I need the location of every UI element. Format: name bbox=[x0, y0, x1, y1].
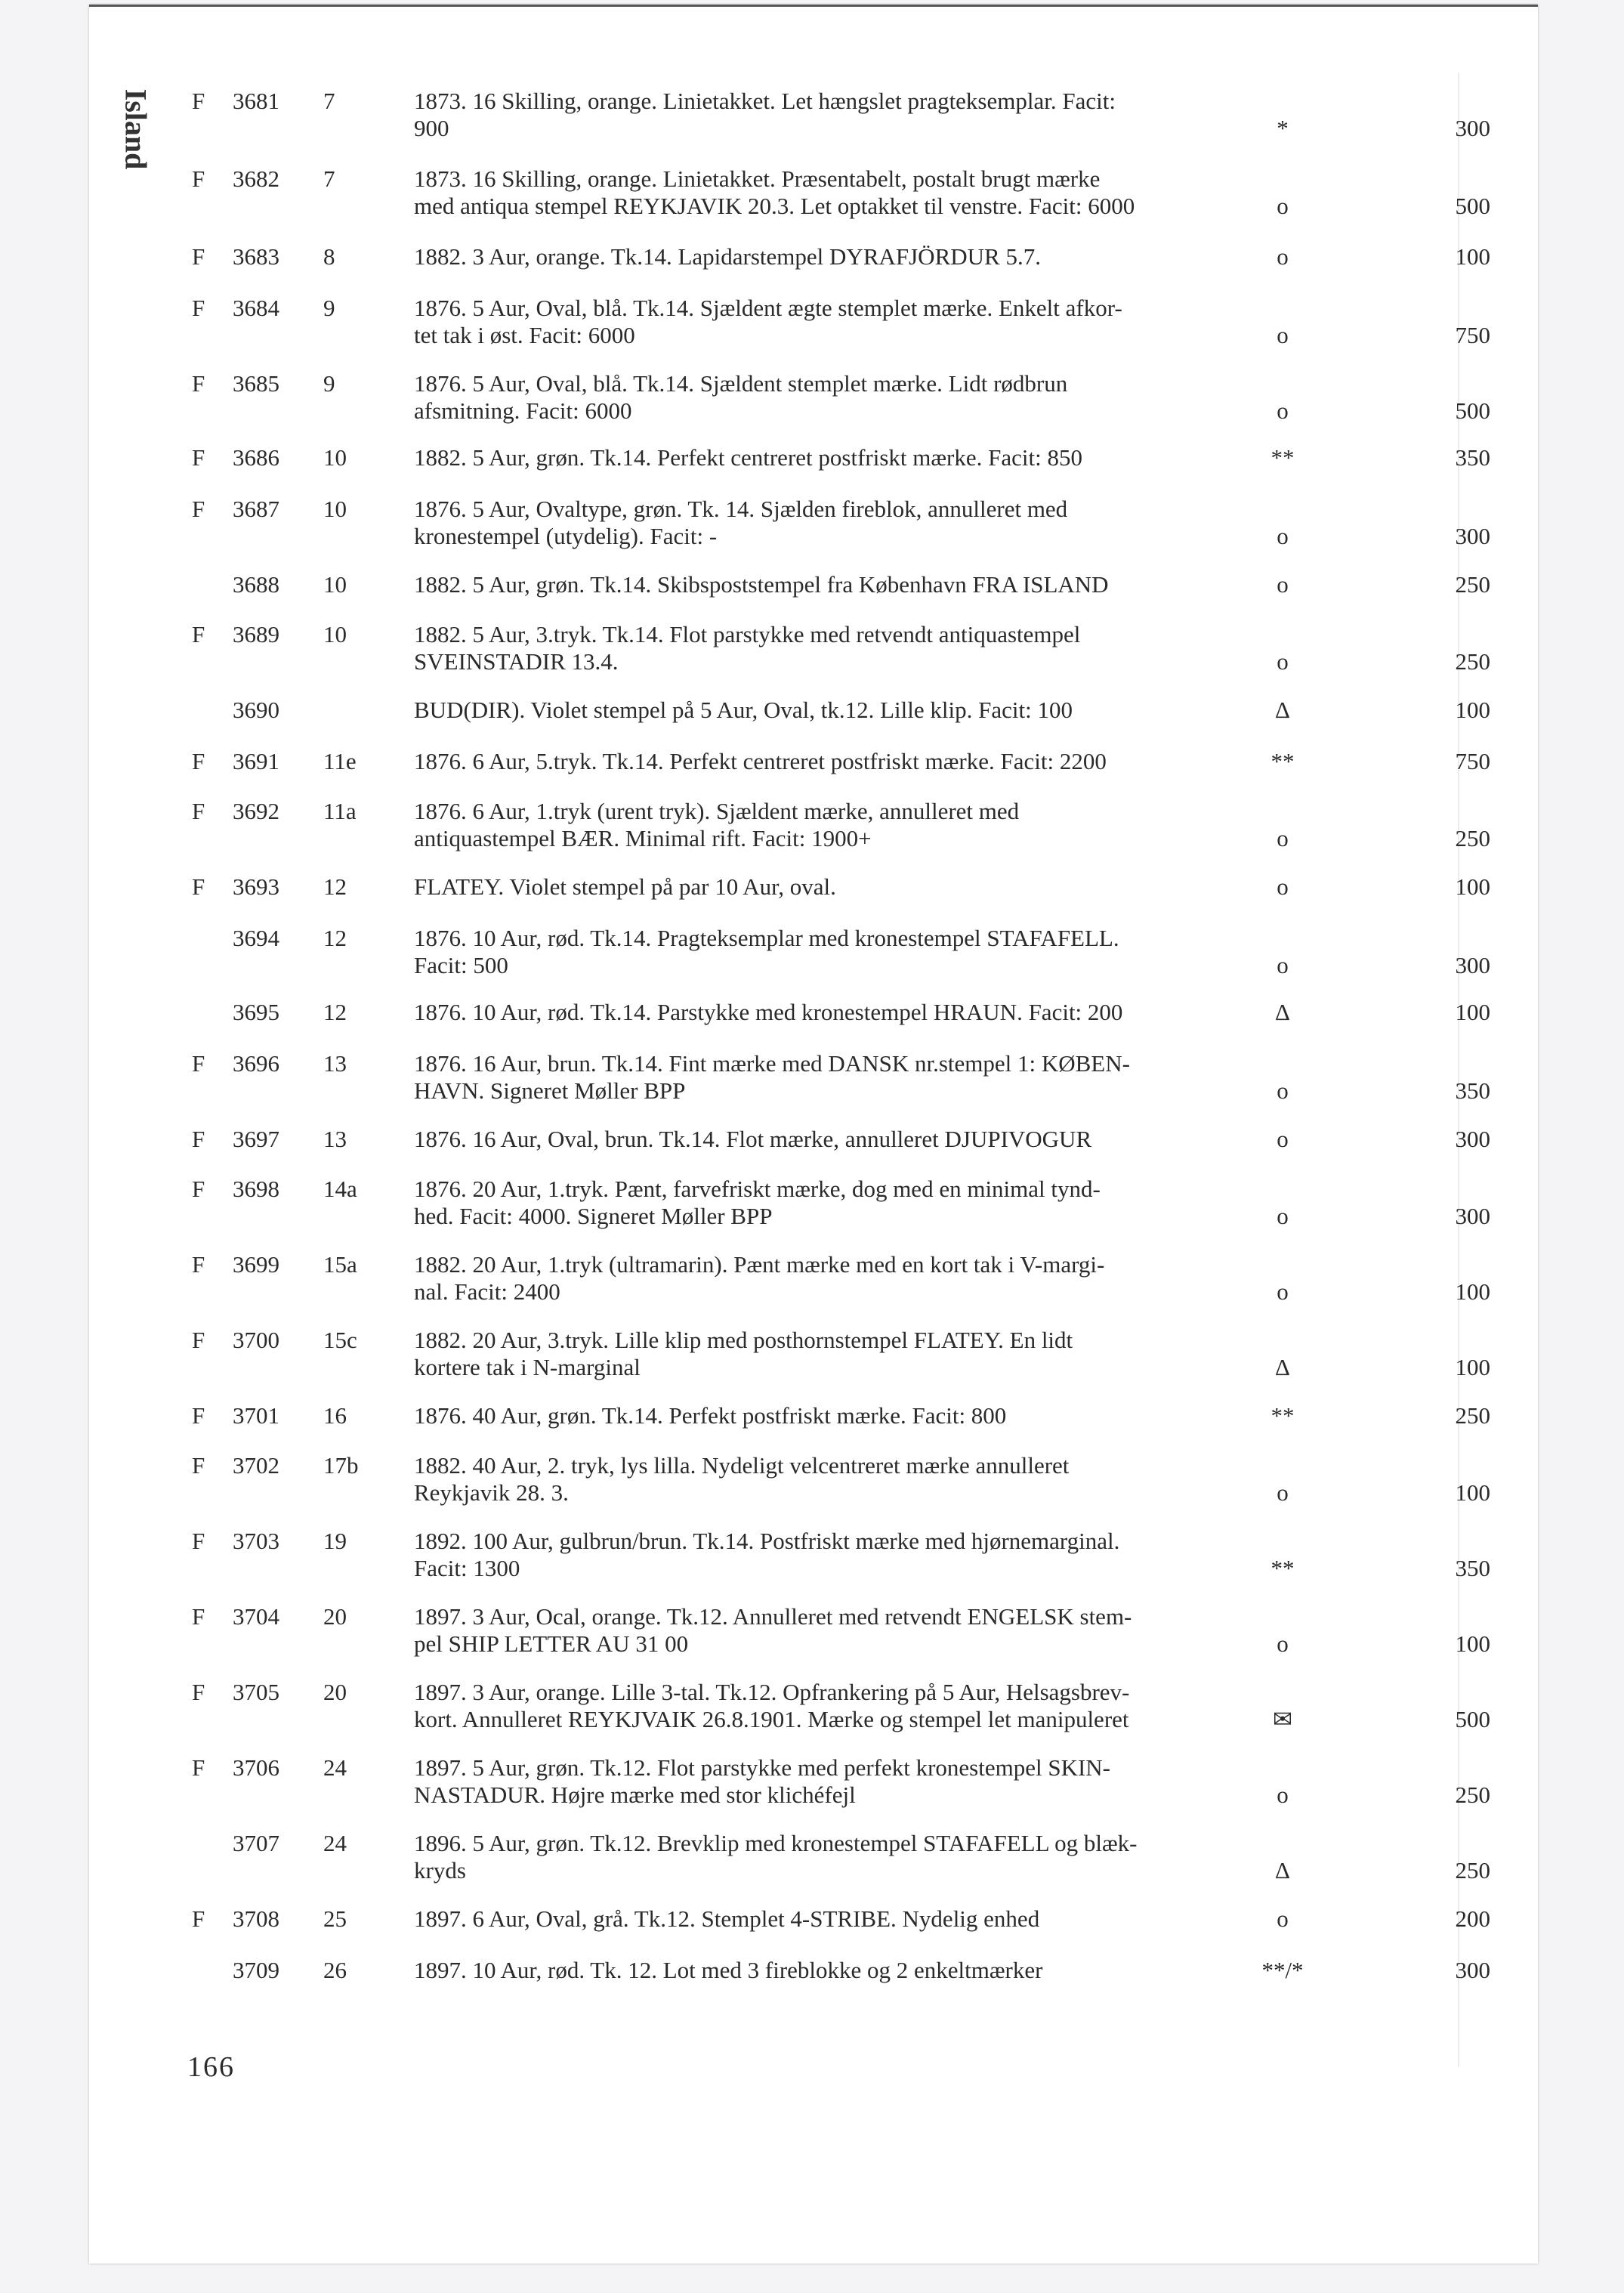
catalog-number: 19 bbox=[323, 1528, 347, 1554]
lot-price: 250 bbox=[1455, 571, 1490, 598]
description-line: 1873. 16 Skilling, orange. Linietakket. Præsentabelt, postalt brugt mærke bbox=[414, 165, 1101, 192]
lot-number: 3708 bbox=[233, 1905, 279, 1932]
lot-number: 3686 bbox=[233, 444, 279, 471]
condition-symbol: o bbox=[1277, 1905, 1289, 1932]
description-line: nal. Facit: 2400 bbox=[414, 1278, 560, 1305]
condition-symbol: ** bbox=[1270, 1555, 1295, 1581]
condition-symbol: ** bbox=[1270, 748, 1295, 774]
lot-description bbox=[414, 1327, 1358, 1381]
description-line: 1897. 10 Aur, rød. Tk. 12. Lot med 3 fireblokke og 2 enkeltmærker bbox=[414, 1957, 1043, 1983]
condition-symbol: **/* bbox=[1261, 1957, 1304, 1983]
condition-symbol: o bbox=[1277, 825, 1289, 851]
description-line: 1897. 3 Aur, orange. Lille 3-tal. Tk.12. Opfrankering på 5 Aur, Helsagsbrev- bbox=[414, 1679, 1130, 1705]
lot-number: 3696 bbox=[233, 1050, 279, 1077]
catalog-number: 10 bbox=[323, 444, 347, 471]
lot-flag: F bbox=[192, 496, 205, 522]
lot-number: 3707 bbox=[233, 1830, 279, 1856]
lot-number: 3693 bbox=[233, 873, 279, 900]
lot-number: 3709 bbox=[233, 1957, 279, 1983]
price-column-rule bbox=[1458, 73, 1459, 2067]
description-line: 1876. 6 Aur, 5.tryk. Tk.14. Perfekt centreret postfriskt mærke. Facit: 2200 bbox=[414, 748, 1107, 774]
lot-number: 3705 bbox=[233, 1679, 279, 1705]
lot-flag: F bbox=[192, 873, 205, 900]
lot-description bbox=[414, 1251, 1358, 1306]
description-line: 1876. 10 Aur, rød. Tk.14. Parstykke med kronestempel HRAUN. Facit: 200 bbox=[414, 999, 1123, 1025]
catalog-number: 15c bbox=[323, 1327, 357, 1353]
condition-symbol: o bbox=[1277, 193, 1289, 219]
lot-price: 300 bbox=[1455, 115, 1490, 141]
description-line: 1882. 20 Aur, 3.tryk. Lille klip med posthornstempel FLATEY. En lidt bbox=[414, 1327, 1073, 1353]
lot-flag: F bbox=[192, 1050, 205, 1077]
condition-symbol: Δ bbox=[1275, 697, 1290, 723]
lot-number: 3699 bbox=[233, 1251, 279, 1278]
lot-flag: F bbox=[192, 1402, 205, 1429]
condition-symbol: Δ bbox=[1275, 1857, 1290, 1884]
condition-symbol: Δ bbox=[1275, 999, 1290, 1025]
lot-description bbox=[414, 748, 1358, 775]
lot-description bbox=[414, 999, 1358, 1026]
description-line: 1897. 3 Aur, Ocal, orange. Tk.12. Annulleret med retvendt ENGELSK stem- bbox=[414, 1603, 1132, 1630]
condition-symbol: o bbox=[1277, 1479, 1289, 1506]
lot-price: 100 bbox=[1455, 243, 1490, 270]
lot-description bbox=[414, 1957, 1358, 1984]
description-line: med antiqua stempel REYKJAVIK 20.3. Let optakket til venstre. Facit: 6000 bbox=[414, 193, 1135, 219]
lot-flag: F bbox=[192, 621, 205, 647]
catalog-number: 14a bbox=[323, 1176, 357, 1202]
description-line: 1876. 5 Aur, Oval, blå. Tk.14. Sjældent ægte stemplet mærke. Enkelt afkor- bbox=[414, 295, 1122, 321]
lot-flag: F bbox=[192, 1126, 205, 1152]
description-line: kort. Annulleret REYKJVAIK 26.8.1901. Mærke og stempel let manipuleret bbox=[414, 1706, 1129, 1732]
lot-flag: F bbox=[192, 1452, 205, 1479]
lot-price: 500 bbox=[1455, 193, 1490, 219]
lot-description bbox=[414, 1603, 1358, 1658]
condition-symbol: o bbox=[1277, 648, 1289, 675]
lot-price: 350 bbox=[1455, 1555, 1490, 1581]
condition-symbol: ✉ bbox=[1273, 1706, 1292, 1732]
lot-price: 350 bbox=[1455, 444, 1490, 471]
condition-symbol: o bbox=[1277, 243, 1289, 270]
lot-price: 500 bbox=[1455, 397, 1490, 424]
condition-symbol: o bbox=[1277, 571, 1289, 598]
description-line: 1876. 20 Aur, 1.tryk. Pænt, farvefriskt mærke, dog med en minimal tynd- bbox=[414, 1176, 1101, 1202]
lot-number: 3692 bbox=[233, 798, 279, 824]
description-line: 1882. 20 Aur, 1.tryk (ultramarin). Pænt mærke med en kort tak i V-margi- bbox=[414, 1251, 1105, 1278]
lot-flag: F bbox=[192, 1679, 205, 1705]
lot-price: 300 bbox=[1455, 1957, 1490, 1983]
catalog-number: 25 bbox=[323, 1905, 347, 1932]
condition-symbol: ** bbox=[1270, 444, 1295, 471]
lot-description bbox=[414, 1528, 1358, 1582]
lot-number: 3688 bbox=[233, 571, 279, 598]
description-line: 1876. 5 Aur, Ovaltype, grøn. Tk. 14. Sjælden fireblok, annulleret med bbox=[414, 496, 1068, 522]
lot-flag: F bbox=[192, 1251, 205, 1278]
catalog-number: 10 bbox=[323, 571, 347, 598]
lot-number: 3691 bbox=[233, 748, 279, 774]
section-title-vertical bbox=[121, 80, 151, 178]
lot-flag: F bbox=[192, 1603, 205, 1630]
description-line: pel SHIP LETTER AU 31 00 bbox=[414, 1630, 689, 1657]
catalog-number: 9 bbox=[323, 295, 335, 321]
lot-price: 100 bbox=[1455, 1354, 1490, 1380]
lot-description bbox=[414, 88, 1358, 142]
lot-description bbox=[414, 165, 1358, 220]
lot-flag: F bbox=[192, 88, 205, 114]
lot-description bbox=[414, 571, 1358, 598]
lot-flag: F bbox=[192, 748, 205, 774]
lot-flag: F bbox=[192, 1528, 205, 1554]
condition-symbol: o bbox=[1277, 1630, 1289, 1657]
lot-description bbox=[414, 621, 1358, 675]
catalog-number: 15a bbox=[323, 1251, 357, 1278]
condition-symbol: Δ bbox=[1275, 1354, 1290, 1380]
top-rule bbox=[89, 5, 1538, 7]
lot-number: 3706 bbox=[233, 1754, 279, 1781]
description-line: tet tak i øst. Facit: 6000 bbox=[414, 322, 635, 348]
catalog-number: 16 bbox=[323, 1402, 347, 1429]
lot-price: 100 bbox=[1455, 697, 1490, 723]
lot-description bbox=[414, 1754, 1358, 1809]
condition-symbol: o bbox=[1277, 397, 1289, 424]
lot-number: 3704 bbox=[233, 1603, 279, 1630]
page-number: 166 bbox=[187, 2051, 235, 2083]
lot-price: 750 bbox=[1455, 322, 1490, 348]
catalog-number: 12 bbox=[323, 999, 347, 1025]
lot-price: 250 bbox=[1455, 1402, 1490, 1429]
description-line: 1897. 5 Aur, grøn. Tk.12. Flot parstykke med perfekt kronestempel SKIN- bbox=[414, 1754, 1111, 1781]
description-line: 900 bbox=[414, 115, 449, 141]
catalog-number: 12 bbox=[323, 873, 347, 900]
lot-description bbox=[414, 1452, 1358, 1507]
lot-flag: F bbox=[192, 370, 205, 397]
description-line: Facit: 500 bbox=[414, 952, 508, 978]
description-line: 1882. 40 Aur, 2. tryk, lys lilla. Nydeligt velcentreret mærke annulleret bbox=[414, 1452, 1070, 1479]
lot-price: 100 bbox=[1455, 1479, 1490, 1506]
lot-price: 250 bbox=[1455, 1782, 1490, 1808]
lot-number: 3685 bbox=[233, 370, 279, 397]
lot-number: 3700 bbox=[233, 1327, 279, 1353]
lot-description bbox=[414, 1050, 1358, 1105]
description-line: HAVN. Signeret Møller BPP bbox=[414, 1077, 686, 1104]
catalog-number: 13 bbox=[323, 1126, 347, 1152]
catalog-number: 13 bbox=[323, 1050, 347, 1077]
description-line: 1882. 5 Aur, grøn. Tk.14. Perfekt centreret postfriskt mærke. Facit: 850 bbox=[414, 444, 1082, 471]
lot-description bbox=[414, 370, 1358, 425]
lot-description bbox=[414, 1176, 1358, 1230]
lot-description bbox=[414, 873, 1358, 901]
description-line: 1876. 16 Aur, Oval, brun. Tk.14. Flot mærke, annulleret DJUPIVOGUR bbox=[414, 1126, 1092, 1152]
lot-price: 200 bbox=[1455, 1905, 1490, 1932]
lot-price: 750 bbox=[1455, 748, 1490, 774]
lot-description bbox=[414, 925, 1358, 979]
condition-symbol: ** bbox=[1270, 1402, 1295, 1429]
lot-description bbox=[414, 1830, 1358, 1884]
lot-number: 3698 bbox=[233, 1176, 279, 1202]
description-line: 1876. 6 Aur, 1.tryk (urent tryk). Sjældent mærke, annulleret med bbox=[414, 798, 1020, 824]
condition-symbol: o bbox=[1277, 1278, 1289, 1305]
lot-number: 3689 bbox=[233, 621, 279, 647]
lot-description bbox=[414, 697, 1358, 724]
lot-price: 300 bbox=[1455, 1126, 1490, 1152]
catalog-number: 10 bbox=[323, 496, 347, 522]
lot-price: 100 bbox=[1455, 999, 1490, 1025]
catalog-number: 24 bbox=[323, 1830, 347, 1856]
lot-price: 300 bbox=[1455, 1203, 1490, 1229]
catalog-number: 26 bbox=[323, 1957, 347, 1983]
lot-flag: F bbox=[192, 1905, 205, 1932]
lot-price: 500 bbox=[1455, 1706, 1490, 1732]
description-line: NASTADUR. Højre mærke med stor klichéfejl bbox=[414, 1782, 856, 1808]
lot-flag: F bbox=[192, 295, 205, 321]
catalog-number: 17b bbox=[323, 1452, 359, 1479]
catalog-number: 9 bbox=[323, 370, 335, 397]
description-line: Facit: 1300 bbox=[414, 1555, 520, 1581]
lot-description bbox=[414, 1679, 1358, 1733]
condition-symbol: * bbox=[1277, 115, 1289, 141]
description-line: antiquastempel BÆR. Minimal rift. Facit: 1900+ bbox=[414, 825, 872, 851]
lot-number: 3687 bbox=[233, 496, 279, 522]
condition-symbol: o bbox=[1277, 322, 1289, 348]
lot-price: 250 bbox=[1455, 1857, 1490, 1884]
lot-number: 3690 bbox=[233, 697, 279, 723]
lot-description bbox=[414, 1126, 1358, 1153]
lot-description bbox=[414, 1905, 1358, 1933]
description-line: 1882. 3 Aur, orange. Tk.14. Lapidarstempel DYRAFJÖRDUR 5.7. bbox=[414, 243, 1041, 270]
catalog-page bbox=[89, 5, 1538, 2264]
description-line: kronestempel (utydelig). Facit: - bbox=[414, 523, 718, 549]
lot-price: 250 bbox=[1455, 648, 1490, 675]
lot-description bbox=[414, 496, 1358, 550]
lot-description bbox=[414, 798, 1358, 852]
lot-flag: F bbox=[192, 1327, 205, 1353]
condition-symbol: o bbox=[1277, 952, 1289, 978]
section-title: Island bbox=[119, 88, 153, 170]
condition-symbol: o bbox=[1277, 873, 1289, 900]
description-line: 1892. 100 Aur, gulbrun/brun. Tk.14. Postfriskt mærke med hjørnemarginal. bbox=[414, 1528, 1120, 1554]
lot-description bbox=[414, 243, 1358, 270]
catalog-number: 20 bbox=[323, 1679, 347, 1705]
lot-number: 3694 bbox=[233, 925, 279, 951]
catalog-number: 10 bbox=[323, 621, 347, 647]
lot-number: 3701 bbox=[233, 1402, 279, 1429]
lot-number: 3683 bbox=[233, 243, 279, 270]
catalog-number: 7 bbox=[323, 88, 335, 114]
description-line: 1882. 5 Aur, grøn. Tk.14. Skibspoststempel fra København FRA ISLAND bbox=[414, 571, 1109, 598]
lot-price: 350 bbox=[1455, 1077, 1490, 1104]
description-line: hed. Facit: 4000. Signeret Møller BPP bbox=[414, 1203, 773, 1229]
catalog-number: 11e bbox=[323, 748, 357, 774]
lot-flag: F bbox=[192, 1176, 205, 1202]
condition-symbol: o bbox=[1277, 1126, 1289, 1152]
description-line: 1876. 10 Aur, rød. Tk.14. Pragteksemplar med kronestempel STAFAFELL. bbox=[414, 925, 1119, 951]
description-line: BUD(DIR). Violet stempel på 5 Aur, Oval, tk.12. Lille klip. Facit: 100 bbox=[414, 697, 1073, 723]
description-line: 1882. 5 Aur, 3.tryk. Tk.14. Flot parstykke med retvendt antiquastempel bbox=[414, 621, 1081, 647]
catalog-number: 20 bbox=[323, 1603, 347, 1630]
description-line: Reykjavik 28. 3. bbox=[414, 1479, 569, 1506]
lot-price: 100 bbox=[1455, 1278, 1490, 1305]
lot-flag: F bbox=[192, 444, 205, 471]
lot-flag: F bbox=[192, 1754, 205, 1781]
condition-symbol: o bbox=[1277, 1203, 1289, 1229]
lot-flag: F bbox=[192, 798, 205, 824]
description-line: 1873. 16 Skilling, orange. Linietakket. Let hængslet pragteksemplar. Facit: bbox=[414, 88, 1116, 114]
condition-symbol: o bbox=[1277, 1782, 1289, 1808]
condition-symbol: o bbox=[1277, 1077, 1289, 1104]
description-line: SVEINSTADIR 13.4. bbox=[414, 648, 619, 675]
lot-price: 100 bbox=[1455, 873, 1490, 900]
condition-symbol: o bbox=[1277, 523, 1289, 549]
catalog-number: 11a bbox=[323, 798, 357, 824]
description-line: kortere tak i N-marginal bbox=[414, 1354, 641, 1380]
catalog-number: 7 bbox=[323, 165, 335, 192]
catalog-number: 24 bbox=[323, 1754, 347, 1781]
description-line: kryds bbox=[414, 1857, 466, 1884]
description-line: afsmitning. Facit: 6000 bbox=[414, 397, 632, 424]
lot-price: 300 bbox=[1455, 952, 1490, 978]
lot-price: 100 bbox=[1455, 1630, 1490, 1657]
lot-price: 250 bbox=[1455, 825, 1490, 851]
lot-number: 3682 bbox=[233, 165, 279, 192]
lot-description bbox=[414, 444, 1358, 471]
lot-description bbox=[414, 295, 1358, 349]
catalog-number: 8 bbox=[323, 243, 335, 270]
description-line: 1897. 6 Aur, Oval, grå. Tk.12. Stemplet 4-STRIBE. Nydelig enhed bbox=[414, 1905, 1040, 1932]
description-line: 1876. 16 Aur, brun. Tk.14. Fint mærke med DANSK nr.stempel 1: KØBEN- bbox=[414, 1050, 1130, 1077]
catalog-number: 12 bbox=[323, 925, 347, 951]
lot-flag: F bbox=[192, 243, 205, 270]
lot-number: 3703 bbox=[233, 1528, 279, 1554]
lot-number: 3697 bbox=[233, 1126, 279, 1152]
lot-number: 3684 bbox=[233, 295, 279, 321]
lot-number: 3695 bbox=[233, 999, 279, 1025]
description-line: FLATEY. Violet stempel på par 10 Aur, oval. bbox=[414, 873, 836, 900]
lot-flag: F bbox=[192, 165, 205, 192]
lot-description bbox=[414, 1402, 1358, 1429]
lot-number: 3702 bbox=[233, 1452, 279, 1479]
description-line: 1876. 5 Aur, Oval, blå. Tk.14. Sjældent stemplet mærke. Lidt rødbrun bbox=[414, 370, 1068, 397]
lot-number: 3681 bbox=[233, 88, 279, 114]
lot-price: 300 bbox=[1455, 523, 1490, 549]
description-line: 1876. 40 Aur, grøn. Tk.14. Perfekt postfriskt mærke. Facit: 800 bbox=[414, 1402, 1007, 1429]
description-line: 1896. 5 Aur, grøn. Tk.12. Brevklip med kronestempel STAFAFELL og blæk- bbox=[414, 1830, 1138, 1856]
